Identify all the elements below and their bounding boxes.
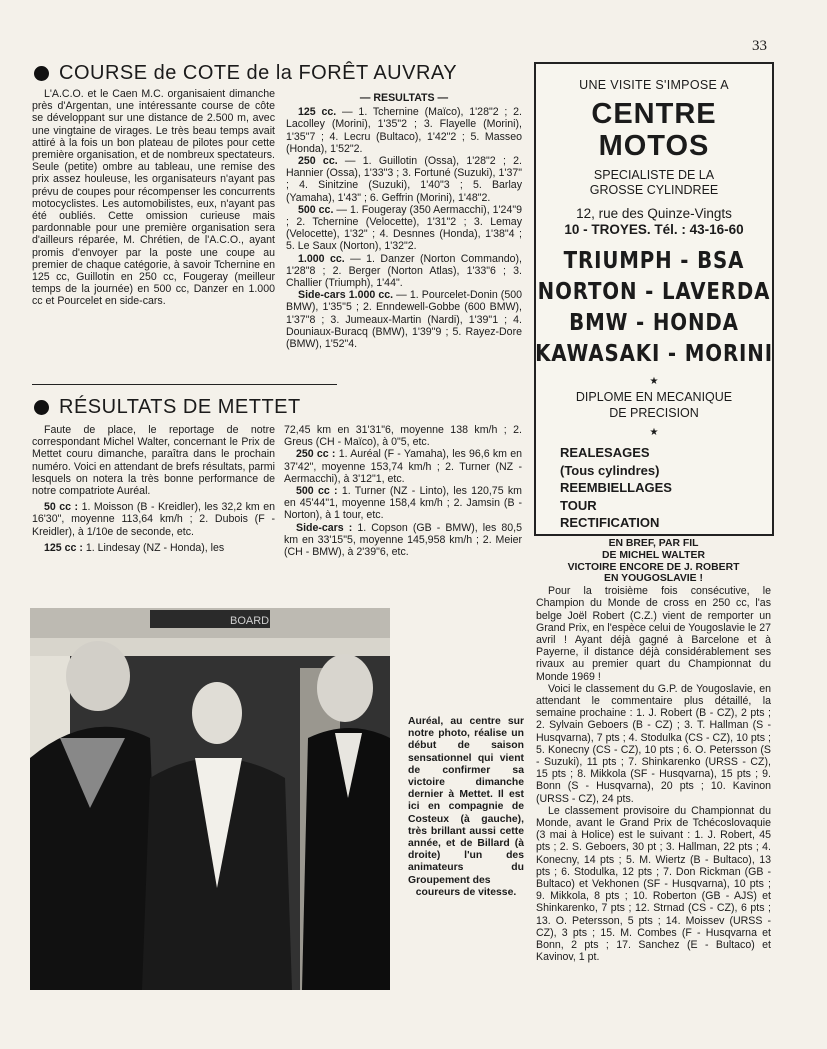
result-250: 250 cc. — 1. Guillotin (Ossa), 1'28"2 ; 2. Hannier (Ossa), 1'33"3 ; 3. Fortuné (Suzuki), 1'37" ; 4. Sinitzine (Suzuki), 1'40"3 ; 5. Barlay (Yamaha), 1'43" ; 6. Geffrin (Morini), 1'48"2. [286,155,522,204]
brief-head: EN BREF, PAR FIL [608,538,699,549]
star-icon: ★ [649,427,659,438]
ad-brand: BMW - HONDA [569,310,739,336]
article1-body [32,88,275,308]
centre-motos-ad [534,62,774,536]
result-500: 500 cc. — 1. Fougeray (350 Aermacchi), 1'24"9 ; 2. Tchernine (Velocette), 1'31"2 ; 3. Lemay (Velocette), 1'32" ; 4. Desnnes (Honda), 1'38"4 ; 5. Le Saux (Norton), 1'32"2. [286,203,522,253]
mettet-125-cont: 72,45 km en 31'31"6, moyenne 138 km/h ; 2. Greus (CH - Maïco), à 0"5, etc. [284,424,522,449]
mettet-500: 500 cc : 1. Turner (NZ - Linto), les 120,75 km en 45'44"1, moyenne 158,4 km/h ; 2. Jamsin (B - Norton), à 1 tour, etc. [284,485,522,522]
brief-head: EN YOUGOSLAVIE ! [604,573,703,585]
ad-brand: KAWASAKI - MORINI [535,341,773,367]
photo-riders [30,608,390,990]
article1-paragraph: L'A.C.O. et le Caen M.C. organisaient dimanche près d'Argentan, une intéressante course de côte se développant sur une distance de 2.500 m, avec une vingtaine de virages. Le très beau temps avait attiré à la fois un bon plateau de pilotes pour cette première organisation, et de nombreux spectateurs. Seule (petite) ombre au tableau, une remise des prix assez houleuse, les organisateurs n'ayant pas prévu de coupes pour récompenser les concurrents motocyclistes. Les automobilistes, eux, n'ayant pas été oubliés. Cette omission curieuse mais pardonnable pour une première organisation sera d'ailleurs réparée, M. Chrétien, de l'A.C.O., ayant promis d'envoyer par la poste une coupe au premier de chaque catégorie, à savoir Tchernine en 125 cc, Guillotin en 250 cc, Fougeray (meilleur temps de la journée) en 500 cc, Danzer en 1.000 cc et Pourcelet en side-cars. [32,88,275,308]
ad-address: 12, rue des Quinze-Vingts [576,206,732,221]
ad-service: RECTIFICATION [560,515,660,530]
ad-services [536,444,772,532]
bullet-icon [34,400,49,415]
ad-service: REALESAGES [560,445,650,460]
article1-title-text: COURSE de COTE de la FORÊT AUVRAY [59,62,458,84]
mettet-sidecars: Side-cars : 1. Copson (GB - BMW), les 80,5 km en 33'15"5, moyenne 145,958 km/h ; 2. Meier (CH - BMW), à 2'39"6, etc. [284,521,522,559]
ad-specialist: SPECIALISTE DE LA [593,168,715,182]
brief-paragraph: Voici le classement du G.P. de Yougoslavie, en attendant le commentaire plus détaillé, la semaine prochaine : 1. J. Robert (B - CZ), 2 pts ; 2. Sylvain Geboers (B - CZ) ; 3. T. Hallman (S - Husqvarna), 7 pts ; 4. Stodulka (CS - CZ), 10 pts ; 5. Konecny (CS - CZ), 10 pts ; 6. O. Petersson (S - Suzuki), 11 pts ; 7. Shinkarenko (URSS - CZ), 15 pts ; 8. Mikkola (SF - Husqvarna), 15 pts ; 9. Bonn (S - Husqvarna), 20 pts ; 10. Kavinon (URSS - CZ), 24 pts. [536,682,771,805]
article1-title [34,62,457,85]
article1-results [286,92,522,350]
photo-caption [408,716,524,899]
ad-brand: TRIUMPH - BSA [563,248,745,274]
ad-address-2: 10 - TROYES. Tél. : 43-16-60 [564,222,744,237]
section-divider [32,384,337,385]
caption-end: coureurs de vitesse. [415,886,517,898]
ad-service: REEMBIELLAGES [560,480,672,495]
brief-head: DE MICHEL WALTER [602,549,705,561]
mettet-125: 125 cc : 1. Lindesay (NZ - Honda), les [44,541,225,554]
results-heading: — RESULTATS — [359,92,449,104]
result-sidecars: Side-cars 1.000 cc. — 1. Pourcelet-Donin (500 BMW), 1'35"5 ; 2. Enndewell-Gobbe (600 BMW), 1'37"8 ; 3. Jumeaux-Martin (Nardi), 1'39"1 ; 4. Douniaux-Buracq (BMW), 1'39"9 ; 5. Rayez-Dore (BMW), 1'52"4. [286,289,522,351]
article2-title [34,396,301,419]
ad-name-line1: CENTRE [591,98,717,130]
page-number: 33 [752,38,767,54]
article2-col1 [32,424,275,554]
brief-paragraph: Pour la troisième fois consécutive, le Champion du Monde de cross en 250 cc, l'as belge Joël Robert (C.Z.) vient de remporter un Grand Prix, en l'espèce celui de Yougoslavie le 27 avril ! Ayant déjà gagné à Barcelone et à Payerne, il distance déjà considérablement ses rivaux au premier quart du Championnat du Monde 1969 ! [536,585,771,683]
ad-specialist-2: GROSSE CYLINDREE [589,183,719,197]
brief-head: VICTOIRE ENCORE DE J. ROBERT [567,561,740,573]
caption-text: Auréal, au centre sur notre photo, réalise un début de saison sensationnel qui vient de confirmer sa victoire dimanche dernier à Mettet. Il est ici en compagnie de Costeux (à gauche), très brillant aussi cette année, et de Billard (à droite) l'un des animateurs du Groupement des [408,716,524,886]
ad-intro: UNE VISITE S'IMPOSE A [579,78,729,92]
ad-service: (Tous cylindres) [560,462,660,478]
ad-diploma-2: DE PRECISION [609,406,699,420]
ad-brands [536,246,772,370]
photo-illustration [30,608,390,990]
result-125: 125 cc. — 1. Tchernine (Maïco), 1'28"2 ; 2. Lacolley (Morini), 1'35"2 ; 3. Flayelle (Morini), 1'35"7 ; 4. Lecru (Bultaco), 1'42"2 ; 5. Masseo (Honda), 1'52"2. [286,106,522,155]
brief-headings [536,538,771,585]
ad-service: TOUR [560,497,597,513]
brief-paragraph: Le classement provisoire du Championnat du Monde, avant le Grand Prix de Tchécoslovaquie (3 mai à Holice) est le suivant : 1. J. Robert, 45 pts ; 2. S. Geboers, 30 pt ; 3. Hallman, 22 pts ; 4. Konecny, 14 pts ; 5. M. Wiertz (B - Bultaco), 13 pts ; 6. Stodulka, 12 pts ; 7. Don Rickman (GB - Bultaco) et Vekhonen (SF - Husqvarna), 10 pts ; 9. Mikkola, 8 pts ; 10. Roberton (GB - AJS) et Shinkarenko, 7 pts ; 12. Strnad (CS - CZ), 6 pts ; 13. O. Petersson, 5 pts ; 14. Moissev (URSS - CZ), 3 pts ; 15. M. Combes (F - Husqvarna et Bonn, 2 pts ; 17. Sanchez (E - Bultaco) et Kavinov, 1 pt. [536,804,771,964]
mettet-250: 250 cc : 1. Auréal (F - Yamaha), les 96,6 km en 37'42", moyenne 153,74 km/h ; 2. Turner (NZ - Aermacchi), à 3'12"1, etc. [284,448,523,485]
ad-diploma: DIPLOME EN MECANIQUE [575,390,733,404]
brief-column [536,538,771,963]
bullet-icon [34,66,49,81]
article2-title-text: RÉSULTATS DE METTET [59,396,301,418]
ad-brand: NORTON - LAVERDA [537,279,771,305]
star-icon: ★ [649,376,659,387]
mettet-50: 50 cc : 1. Moisson (B - Kreidler), les 32,2 km en 16'30", moyenne 113,64 km/h ; 2. Dubois (F - Kreidler), à 1/10e de seconde, etc. [32,501,276,538]
article2-col2 [284,424,522,558]
article2-intro: Faute de place, le reportage de notre correspondant Michel Walter, concernant le Prix de Mettet couru dimanche, paraîtra dans le prochain numéro. Voici en attendant de brefs résultats, parmi lesquels on notera la très bonne performance de notre compatriote Auréal. [32,424,275,498]
ad-name-line2: MOTOS [598,130,710,162]
sign-text: BOARD [230,615,270,627]
result-1000: 1.000 cc. — 1. Danzer (Norton Commando), 1'28"8 ; 2. Berger (Norton Atlas), 1'33"6 ; 3. Challier (Triumph), 1'44". [286,252,522,290]
